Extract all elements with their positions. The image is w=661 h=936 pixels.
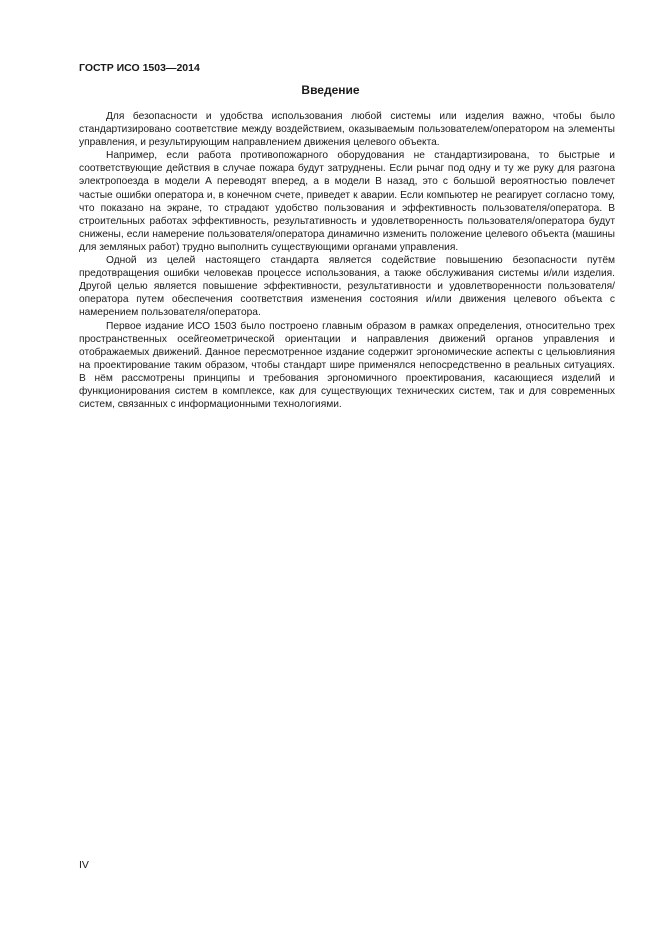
page-number: IV bbox=[79, 859, 89, 871]
body-text bbox=[79, 110, 615, 411]
section-title: Введение bbox=[301, 83, 360, 97]
paragraph: Одной из целей настоящего стандарта является содействие повышению безопасности путём предотвращения ошибки человекав процессе использования, а также обслуживания системы и/или изделия. Другой целью является повышение эффективности, результативности и удовлетворенности пользователя/оператора путем обеспечения соответствия изменения состояния и/или движения целевого объекта с намерением пользователя/оператора. bbox=[79, 255, 615, 319]
paragraph: Первое издание ИСО 1503 было построено главным образом в рамках определения, относительно трех пространственных осейгеометрической ориентации и направления движений органов управления и отображаемых движений. Данное пересмотренное издание содержит эргономические аспекты с цельювлияния на проектирование таким образом, чтобы стандарт шире применялся непосредственно в реальных ситуациях. В нём рассмотрены принципы и требования эргономичного проектирования, касающиеся изделий и функционирования систем в комплексе, как для существующих технических систем, так и для современных систем, связанных с информационными технологиями. bbox=[79, 320, 615, 411]
paragraph: Например, если работа противопожарного оборудования не стандартизирована, то быстрые и соответствующие действия в случае пожара будут затруднены. Если рычаг под одну и ту же руку для разгона электропоезда в модели А переводят вперед, а в модели В назад, это с большой вероятностью повлечет частые ошибки оператора и, в конечном счете, приведет к аварии. Если компьютер не реагирует согласно тому, что показано на экране, то страдают удобство пользования и эффективность пользователя/оператора. В строительных работах эффективность, результативность и удовлетворенность пользователя/оператора будут снижены, если намерение пользователя/оператора динамично изменить положение целевого объекта (машины для земляных работ) трудно выполнить существующими органами управления. bbox=[79, 150, 615, 253]
paragraph: Для безопасности и удобства использования любой системы или изделия важно, чтобы было стандартизировано соответствие между воздействием, оказываемым пользователем/оператором на элементы управления, и результирующим направлением движения целевого объекта. bbox=[79, 111, 615, 149]
document-header: ГОСТР ИСО 1503—2014 bbox=[79, 62, 200, 74]
